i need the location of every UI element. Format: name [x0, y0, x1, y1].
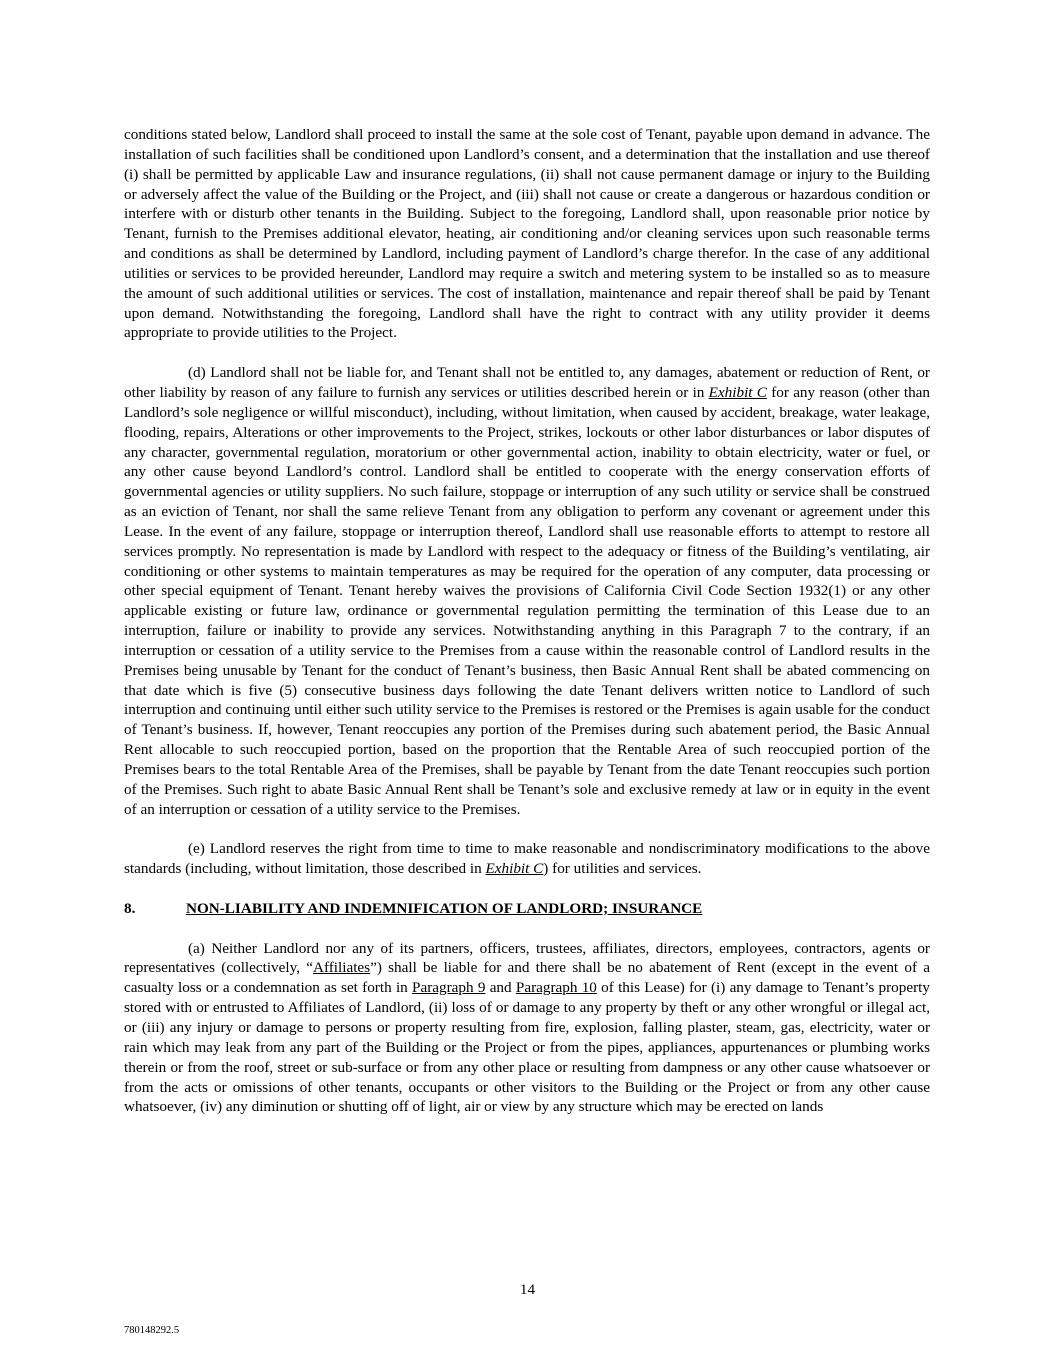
- section-title: NON-LIABILITY AND INDEMNIFICATION OF LANDLORD; INSURANCE: [186, 899, 703, 917]
- paragraph-text: (e) Landlord reserves the right from time to time to make reasonable and nondiscriminatory modifications to the above standards (including, without limitation, those described in: [124, 840, 930, 878]
- section-heading: [124, 899, 930, 919]
- exhibit-c-reference: Exhibit C: [485, 860, 544, 878]
- paragraph-text: of this Lease) for (i) any damage to Tenant’s property stored with or entrusted to Affiliates of Landlord, (ii) loss of or damage to any property by theft or any other wrongful or illegal act, or (iii) any injury or damage to persons or property resulting from fire, explosion, falling plaster, steam, gas, electricity, water or rain which may leak from any part of the Building or the Project or from the pipes, appliances, appurtenances or plumbing works therein or from the roof, street or sub-surface or from any other place or resulting from dampness or any other cause whatsoever or from the acts or omissions of other tenants, occupants or other visitors to the Building or the Project or from any other cause whatsoever, (iv) any diminution or shutting off of light, air or view by any structure which may be erected on lands: [124, 979, 930, 1116]
- paragraph-text: for any reason (other than Landlord’s sole negligence or willful misconduct), including, without limitation, when caused by accident, breakage, water leakage, flooding, repairs, Alterations or other improvements to the Project, strikes, lockouts or other labor disturbances or labor disputes of any character, governmental regulation, moratorium or other governmental action, inability to obtain electricity, water or fuel, or any other cause beyond Landlord’s control. Landlord shall be entitled to cooperate with the energy conservation efforts of governmental agencies or utility suppliers. No such failure, stoppage or interruption of any such utility or service shall be construed as an eviction of Tenant, nor shall the same relieve Tenant from any obligation to perform any covenant or agreement under this Lease. In the event of any failure, stoppage or interruption thereof, Landlord shall use reasonable efforts to attempt to restore all services promptly. No representation is made by Landlord with respect to the adequacy or fitness of the Building’s ventilating, air conditioning or other systems to maintain temperatures as may be required for the operation of any computer, data processing or other special equipment of Tenant. Tenant hereby waives the provisions of California Civil Code Section 1932(1) or any other applicable existing or future law, ordinance or governmental regulation permitting the termination of this Lease due to an interruption, failure or inability to provide any services. Notwithstanding anything in this Paragraph 7 to the contrary, if an interruption or cessation of a utility service to the Premises from a cause within the reasonable control of Landlord results in the Premises being unusable by Tenant for the conduct of Tenant’s business, then Basic Annual Rent shall be abated commencing on that date which is five (5) consecutive business days following the date Tenant delivers written notice to Landlord of such interruption and continuing until either such utility service to the Premises is restored or the Premises is again usable for the conduct of Tenant’s business. If, however, Tenant reoccupies any portion of the Premises during such abatement period, the Basic Annual Rent allocable to such reoccupied portion, based on the proportion that the Rentable Area of such reoccupied portion of the Premises bears to the total Rentable Area of the Premises, shall be payable by Tenant from the date Tenant reoccupies such portion of the Premises. Such right to abate Basic Annual Rent shall be Tenant’s sole and exclusive remedy at law or in equity in the event of an interruption or cessation of a utility service to the Premises.: [124, 383, 930, 818]
- paragraph-text: ”) shall be liable for and there shall be no abatement of Rent (except in the event of a casualty loss or a condemnation as set forth in: [124, 959, 930, 997]
- paragraph-text: (d) Landlord shall not be liable for, and Tenant shall not be entitled to, any damages, abatement or reduction of Rent, or other liability by reason of any failure to furnish any services or utilities described herein or in: [124, 364, 930, 401]
- paragraph-10-reference: Paragraph 10: [515, 979, 597, 997]
- document-id: 780148292.5: [124, 1325, 180, 1336]
- paragraph-a: [124, 939, 930, 1118]
- defined-term-affiliates: Affiliates: [313, 959, 371, 977]
- paragraph-e: [124, 839, 930, 879]
- paragraph-text: conditions stated below, Landlord shall proceed to install the same at the sole cost of Tenant, payable upon demand in advance. The installation of such facilities shall be conditioned upon Landlord’s consent, and a determination that the installation and use thereof (i) shall be permitted by applicable Law and insurance regulations, (ii) shall not cause permanent damage or injury to the Building or adversely affect the value of the Building or the Project, and (iii) shall not cause or create a dangerous or hazardous condition or interfere with or disturb other tenants in the Building. Subject to the foregoing, Landlord shall, upon reasonable prior notice by Tenant, furnish to the Premises additional elevator, heating, air conditioning and/or cleaning services upon such reasonable terms and conditions as shall be determined by Landlord, including payment of Landlord’s charge therefor. In the case of any additional utilities or services to be provided hereunder, Landlord may require a switch and metering system to be installed so as to measure the amount of such additional utilities or services. The cost of installation, maintenance and repair thereof shall be paid by Tenant upon demand. Notwithstanding the foregoing, Landlord shall have the right to contract with any utility provider it deems appropriate to provide utilities to the Project.: [124, 126, 930, 342]
- paragraph-continued: [124, 125, 930, 343]
- page-number: 14: [519, 1281, 536, 1298]
- section-number: 8.: [124, 899, 136, 917]
- document-body: [124, 125, 930, 1137]
- paragraph-text: ) for utilities and services.: [543, 860, 702, 878]
- paragraph-text: (a) Neither Landlord nor any of its partners, officers, trustees, affiliates, directors, employees, contractors, agents or representatives (collectively, “: [124, 939, 930, 977]
- exhibit-c-reference: Exhibit C: [708, 383, 767, 401]
- paragraph-9-reference: Paragraph 9: [412, 979, 486, 997]
- paragraph-d: [124, 363, 930, 819]
- paragraph-text: and: [485, 979, 516, 997]
